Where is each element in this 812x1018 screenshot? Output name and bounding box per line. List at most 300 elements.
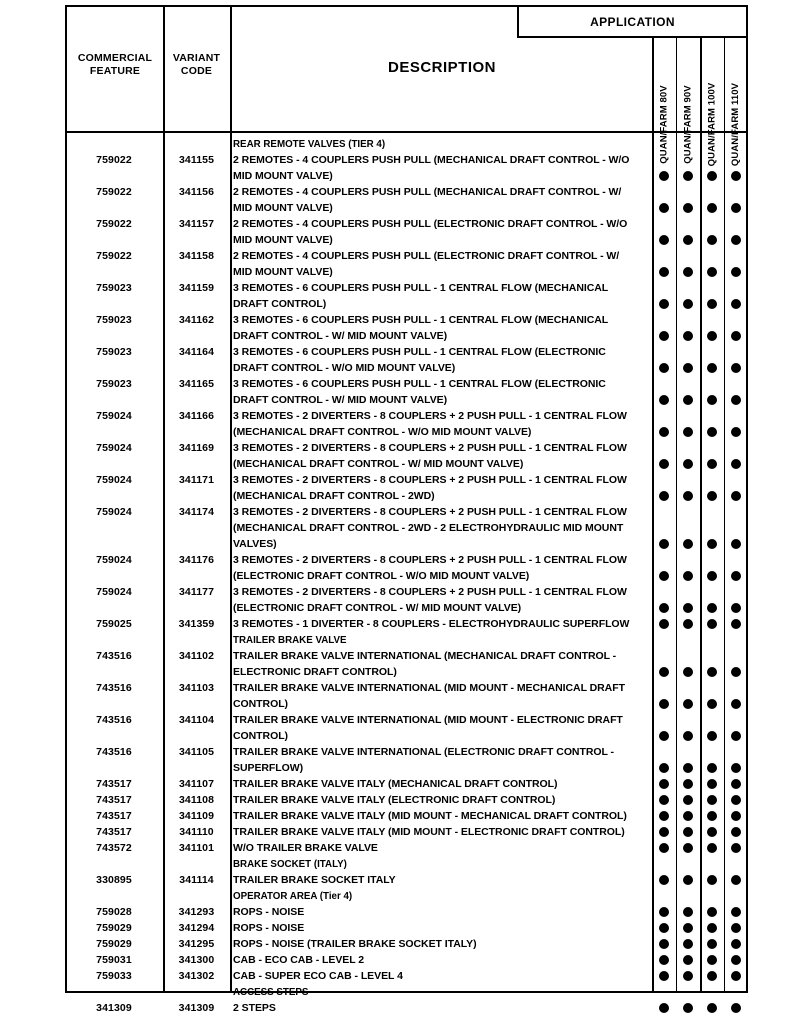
- table-row: [65, 474, 748, 506]
- application-marks: [652, 1003, 748, 1015]
- description-cell-line: DRAFT CONTROL - W/O MID MOUNT VALVE): [233, 362, 456, 374]
- application-marks: [652, 459, 748, 471]
- application-mark-dot: [731, 955, 741, 965]
- application-marks: [652, 267, 748, 279]
- table-row: [65, 442, 748, 474]
- variant-code-cell: 341309: [178, 1002, 215, 1014]
- application-marks: [652, 811, 748, 823]
- application-marks: [652, 699, 748, 711]
- application-mark-dot: [707, 267, 717, 277]
- application-mark-dot: [683, 971, 693, 981]
- application-mark-dot: [683, 667, 693, 677]
- application-mark-dot: [731, 779, 741, 789]
- application-mark-dot: [707, 907, 717, 917]
- application-mark-dot: [683, 875, 693, 885]
- application-mark-dot: [731, 827, 741, 837]
- variant-code-cell: 341157: [178, 218, 215, 230]
- application-mark-dot: [707, 939, 717, 949]
- application-mark-dot: [707, 699, 717, 709]
- section-header-label: OPERATOR AREA (Tier 4): [233, 890, 353, 902]
- commercial-feature-cell: 759023: [96, 282, 132, 294]
- variant-code-cell: 341102: [178, 650, 215, 662]
- table-row: [65, 410, 748, 442]
- application-mark-dot: [683, 955, 693, 965]
- application-mark-dot: [731, 331, 741, 341]
- application-mark-dot: [707, 763, 717, 773]
- variant-code-cell: 341177: [178, 586, 215, 598]
- application-mark-dot: [683, 539, 693, 549]
- description-cell-line: ROPS - NOISE: [233, 922, 305, 934]
- variant-code-cell: 341114: [179, 874, 214, 886]
- description-cell-line: TRAILER BRAKE VALVE INTERNATIONAL (MID MOUNT - MECHANICAL DRAFT: [233, 682, 625, 694]
- application-mark-dot: [659, 171, 669, 181]
- description-cell-line: 3 REMOTES - 6 COUPLERS PUSH PULL - 1 CENTRAL FLOW (ELECTRONIC: [233, 346, 606, 358]
- application-mark-dot: [707, 235, 717, 245]
- table-row: [65, 618, 748, 634]
- application-marks: [652, 955, 748, 967]
- application-mark-dot: [683, 171, 693, 181]
- application-mark-dot: [659, 619, 669, 629]
- application-mark-dot: [659, 827, 669, 837]
- application-mark-dot: [731, 427, 741, 437]
- application-mark-dot: [683, 795, 693, 805]
- application-mark-dot: [707, 827, 717, 837]
- application-mark-dot: [659, 427, 669, 437]
- application-marks: [652, 603, 748, 615]
- variant-code-cell: 341169: [178, 442, 215, 454]
- application-mark-dot: [707, 843, 717, 853]
- column-header-variant-code: [165, 52, 228, 78]
- application-mark-dot: [707, 795, 717, 805]
- description-cell-line: MID MOUNT VALVE): [233, 266, 333, 278]
- description-cell-line: 2 STEPS: [233, 1002, 276, 1014]
- variant-code-cell: 341302: [178, 970, 215, 982]
- table-row: [65, 906, 748, 922]
- application-mark-dot: [707, 811, 717, 821]
- column-header-commercial-feature-line2: FEATURE: [89, 65, 141, 77]
- column-header-commercial-feature: [67, 52, 163, 78]
- application-mark-dot: [683, 779, 693, 789]
- table-row: [65, 746, 748, 778]
- application-mark-dot: [683, 427, 693, 437]
- application-mark-dot: [707, 539, 717, 549]
- commercial-feature-cell: 759028: [96, 906, 132, 918]
- description-cell-line: 3 REMOTES - 6 COUPLERS PUSH PULL - 1 CENTRAL FLOW (ELECTRONIC: [233, 378, 606, 390]
- application-mark-dot: [731, 667, 741, 677]
- application-mark-dot: [659, 811, 669, 821]
- table-row: [65, 778, 748, 794]
- application-mark-dot: [683, 203, 693, 213]
- variant-code-cell: 341293: [178, 906, 215, 918]
- description-cell-line: ELECTRONIC DRAFT CONTROL): [233, 666, 397, 678]
- column-header-description: DESCRIPTION: [387, 59, 496, 76]
- description-cell-line: 2 REMOTES - 4 COUPLERS PUSH PULL (ELECTRONIC DRAFT CONTROL - W/: [233, 250, 620, 262]
- variant-code-cell: 341300: [178, 954, 215, 966]
- description-cell-line: DRAFT CONTROL - W/ MID MOUNT VALVE): [233, 394, 448, 406]
- variant-code-cell: 341108: [178, 794, 215, 806]
- application-mark-dot: [731, 171, 741, 181]
- description-cell-line: 3 REMOTES - 2 DIVERTERS - 8 COUPLERS + 2 PUSH PULL - 1 CENTRAL FLOW: [233, 554, 627, 566]
- application-mark-dot: [707, 331, 717, 341]
- application-mark-dot: [659, 459, 669, 469]
- application-mark-dot: [683, 763, 693, 773]
- application-mark-dot: [731, 459, 741, 469]
- application-marks: [652, 923, 748, 935]
- description-cell-line: 2 REMOTES - 4 COUPLERS PUSH PULL (MECHANICAL DRAFT CONTROL - W/: [233, 186, 622, 198]
- application-mark-dot: [683, 459, 693, 469]
- variant-code-cell: 341101: [178, 842, 215, 854]
- application-mark-dot: [683, 299, 693, 309]
- application-mark-dot: [707, 571, 717, 581]
- application-mark-dot: [731, 1003, 741, 1013]
- description-cell-line: 3 REMOTES - 2 DIVERTERS - 8 COUPLERS + 2 PUSH PULL - 1 CENTRAL FLOW: [233, 506, 627, 518]
- application-marks: [652, 795, 748, 807]
- application-mark-dot: [659, 235, 669, 245]
- application-mark-dot: [659, 939, 669, 949]
- application-marks: [652, 203, 748, 215]
- application-marks: [652, 427, 748, 439]
- application-mark-dot: [683, 571, 693, 581]
- column-header-quan-farm-90v: QUAN/FARM 90V: [682, 85, 694, 164]
- variant-code-cell: 341176: [178, 554, 215, 566]
- application-mark-dot: [659, 795, 669, 805]
- column-header-commercial-feature-line1: COMMERCIAL: [77, 52, 153, 64]
- variant-code-cell: 341104: [178, 714, 215, 726]
- section-header-row: [65, 138, 748, 154]
- table-row: [65, 282, 748, 314]
- application-mark-dot: [731, 795, 741, 805]
- application-mark-dot: [659, 699, 669, 709]
- commercial-feature-cell: 743516: [96, 650, 132, 662]
- application-marks: [652, 939, 748, 951]
- description-cell-line: 2 REMOTES - 4 COUPLERS PUSH PULL (ELECTRONIC DRAFT CONTROL - W/O: [233, 218, 628, 230]
- application-mark-dot: [731, 971, 741, 981]
- application-mark-dot: [707, 427, 717, 437]
- variant-code-cell: 341165: [178, 378, 215, 390]
- application-mark-dot: [659, 763, 669, 773]
- application-mark-dot: [731, 491, 741, 501]
- application-marks: [652, 875, 748, 887]
- variant-code-cell: 341164: [178, 346, 215, 358]
- application-marks: [652, 571, 748, 583]
- commercial-feature-cell: 759025: [96, 618, 132, 630]
- application-mark-dot: [731, 363, 741, 373]
- table-row: [65, 250, 748, 282]
- section-header-row: [65, 858, 748, 874]
- application-mark-dot: [707, 395, 717, 405]
- variant-code-cell: 341110: [179, 826, 214, 838]
- variant-code-cell: 341159: [178, 282, 215, 294]
- description-cell-line: CONTROL): [233, 698, 289, 710]
- variant-code-cell: 341359: [178, 618, 215, 630]
- application-mark-dot: [683, 731, 693, 741]
- application-mark-dot: [659, 731, 669, 741]
- application-mark-dot: [683, 843, 693, 853]
- table-row: [65, 378, 748, 410]
- table-row: [65, 970, 748, 986]
- description-cell-line: TRAILER BRAKE SOCKET ITALY: [233, 874, 396, 886]
- commercial-feature-cell: 341309: [96, 1002, 132, 1014]
- description-cell-line: 3 REMOTES - 6 COUPLERS PUSH PULL - 1 CENTRAL FLOW (MECHANICAL: [233, 282, 609, 294]
- table-row: [65, 826, 748, 842]
- application-mark-dot: [683, 1003, 693, 1013]
- application-mark-dot: [707, 667, 717, 677]
- description-cell-line: (ELECTRONIC DRAFT CONTROL - W/O MID MOUNT VALVE): [233, 570, 530, 582]
- section-header-row: [65, 634, 748, 650]
- application-mark-dot: [659, 603, 669, 613]
- commercial-feature-cell: 759024: [96, 586, 132, 598]
- application-mark-dot: [659, 203, 669, 213]
- section-header-label: TRAILER BRAKE VALVE: [233, 634, 347, 646]
- description-cell-line: (ELECTRONIC DRAFT CONTROL - W/ MID MOUNT VALVE): [233, 602, 522, 614]
- application-mark-dot: [707, 955, 717, 965]
- application-mark-dot: [659, 491, 669, 501]
- section-header-row: [65, 890, 748, 906]
- application-mark-dot: [659, 571, 669, 581]
- application-mark-dot: [707, 875, 717, 885]
- application-marks: [652, 235, 748, 247]
- description-cell-line: SUPERFLOW): [233, 762, 304, 774]
- description-cell-line: ROPS - NOISE (TRAILER BRAKE SOCKET ITALY): [233, 938, 477, 950]
- application-mark-dot: [731, 267, 741, 277]
- commercial-feature-cell: 759024: [96, 506, 132, 518]
- application-marks: [652, 667, 748, 679]
- commercial-feature-cell: 759024: [96, 554, 132, 566]
- table-row: [65, 554, 748, 586]
- commercial-feature-cell: 759022: [96, 186, 132, 198]
- application-mark-dot: [659, 955, 669, 965]
- variant-code-cell: 341162: [178, 314, 215, 326]
- application-mark-dot: [731, 939, 741, 949]
- column-header-variant-code-line2: CODE: [180, 65, 213, 77]
- column-header-quan-farm-110v: QUAN/FARM 110V: [730, 82, 742, 167]
- application-mark-dot: [707, 971, 717, 981]
- commercial-feature-cell: 743572: [96, 842, 132, 854]
- table-row: [65, 586, 748, 618]
- commercial-feature-cell: 759024: [96, 474, 132, 486]
- commercial-feature-cell: 743516: [96, 682, 132, 694]
- commercial-feature-cell: 743517: [96, 794, 132, 806]
- application-mark-dot: [707, 171, 717, 181]
- application-mark-dot: [707, 1003, 717, 1013]
- description-cell-line: (MECHANICAL DRAFT CONTROL - W/ MID MOUNT VALVE): [233, 458, 524, 470]
- commercial-feature-cell: 743516: [96, 714, 132, 726]
- application-mark-dot: [683, 907, 693, 917]
- variant-code-cell: 341295: [178, 938, 215, 950]
- application-marks: [652, 619, 748, 631]
- commercial-feature-cell: 743517: [96, 778, 132, 790]
- description-cell-line: DRAFT CONTROL): [233, 298, 327, 310]
- table-row: [65, 186, 748, 218]
- application-mark-dot: [659, 923, 669, 933]
- application-mark-dot: [659, 779, 669, 789]
- application-mark-dot: [659, 267, 669, 277]
- application-mark-dot: [731, 571, 741, 581]
- application-mark-dot: [659, 875, 669, 885]
- commercial-feature-cell: 759022: [96, 218, 132, 230]
- description-cell-line: MID MOUNT VALVE): [233, 202, 333, 214]
- application-mark-dot: [731, 619, 741, 629]
- description-cell-line: (MECHANICAL DRAFT CONTROL - 2WD - 2 ELECTROHYDRAULIC MID MOUNT: [233, 522, 624, 534]
- commercial-feature-cell: 759023: [96, 314, 132, 326]
- table-row: [65, 842, 748, 858]
- application-mark-dot: [659, 1003, 669, 1013]
- description-cell-line: (MECHANICAL DRAFT CONTROL - W/O MID MOUNT VALVE): [233, 426, 532, 438]
- column-header-variant-code-line1: VARIANT: [172, 52, 221, 64]
- table-row: [65, 714, 748, 746]
- section-header-label: BRAKE SOCKET (ITALY): [233, 858, 347, 870]
- description-cell-line: 3 REMOTES - 6 COUPLERS PUSH PULL - 1 CENTRAL FLOW (MECHANICAL: [233, 314, 609, 326]
- commercial-feature-cell: 743517: [96, 826, 132, 838]
- application-mark-dot: [683, 619, 693, 629]
- description-cell-line: W/O TRAILER BRAKE VALVE: [233, 842, 378, 854]
- application-mark-dot: [659, 843, 669, 853]
- application-mark-dot: [731, 875, 741, 885]
- commercial-feature-cell: 759031: [96, 954, 132, 966]
- application-mark-dot: [707, 779, 717, 789]
- application-mark-dot: [683, 363, 693, 373]
- description-cell-line: TRAILER BRAKE VALVE ITALY (MID MOUNT - ELECTRONIC DRAFT CONTROL): [233, 826, 625, 838]
- application-marks: [652, 763, 748, 775]
- application-mark-dot: [731, 907, 741, 917]
- commercial-feature-cell: 759024: [96, 410, 132, 422]
- description-cell-line: MID MOUNT VALVE): [233, 170, 333, 182]
- application-marks: [652, 539, 748, 551]
- description-cell-line: TRAILER BRAKE VALVE INTERNATIONAL (MID MOUNT - ELECTRONIC DRAFT: [233, 714, 623, 726]
- description-cell-line: ROPS - NOISE: [233, 906, 305, 918]
- description-cell-line: CONTROL): [233, 730, 289, 742]
- commercial-feature-cell: 330895: [96, 874, 132, 886]
- description-cell-line: TRAILER BRAKE VALVE ITALY (ELECTRONIC DRAFT CONTROL): [233, 794, 556, 806]
- application-mark-dot: [659, 667, 669, 677]
- table-row: [65, 922, 748, 938]
- application-mark-dot: [683, 331, 693, 341]
- application-mark-dot: [683, 395, 693, 405]
- variant-code-cell: 341294: [178, 922, 215, 934]
- description-cell-line: TRAILER BRAKE VALVE INTERNATIONAL (MECHANICAL DRAFT CONTROL -: [233, 650, 617, 662]
- application-marks: [652, 299, 748, 311]
- application-mark-dot: [707, 619, 717, 629]
- application-mark-dot: [707, 603, 717, 613]
- description-cell-line: 3 REMOTES - 2 DIVERTERS - 8 COUPLERS + 2 PUSH PULL - 1 CENTRAL FLOW: [233, 442, 627, 454]
- application-mark-dot: [707, 203, 717, 213]
- description-cell-line: TRAILER BRAKE VALVE ITALY (MECHANICAL DRAFT CONTROL): [233, 778, 558, 790]
- description-cell-line: (MECHANICAL DRAFT CONTROL - 2WD): [233, 490, 435, 502]
- application-mark-dot: [731, 395, 741, 405]
- description-cell-line: 3 REMOTES - 2 DIVERTERS - 8 COUPLERS + 2 PUSH PULL - 1 CENTRAL FLOW: [233, 474, 627, 486]
- table-row: [65, 794, 748, 810]
- table-row: [65, 218, 748, 250]
- application-marks: [652, 491, 748, 503]
- application-mark-dot: [659, 363, 669, 373]
- commercial-feature-cell: 759029: [96, 938, 132, 950]
- table-row: [65, 874, 748, 890]
- table-row: [65, 938, 748, 954]
- commercial-feature-cell: 743516: [96, 746, 132, 758]
- application-mark-dot: [659, 539, 669, 549]
- application-mark-dot: [659, 299, 669, 309]
- table-row: [65, 506, 748, 554]
- variant-code-cell: 341155: [178, 154, 215, 166]
- commercial-feature-cell: 759033: [96, 970, 132, 982]
- application-marks: [652, 395, 748, 407]
- application-mark-dot: [683, 827, 693, 837]
- description-cell-line: CAB - SUPER ECO CAB - LEVEL 4: [233, 970, 403, 982]
- application-mark-dot: [707, 491, 717, 501]
- description-cell-line: 3 REMOTES - 2 DIVERTERS - 8 COUPLERS + 2 PUSH PULL - 1 CENTRAL FLOW: [233, 410, 627, 422]
- table-row: [65, 154, 748, 186]
- description-cell-line: TRAILER BRAKE VALVE INTERNATIONAL (ELECTRONIC DRAFT CONTROL -: [233, 746, 614, 758]
- description-cell-line: 3 REMOTES - 1 DIVERTER - 8 COUPLERS - ELECTROHYDRAULIC SUPERFLOW: [233, 618, 630, 630]
- description-cell-line: 3 REMOTES - 2 DIVERTERS - 8 COUPLERS + 2 PUSH PULL - 1 CENTRAL FLOW: [233, 586, 627, 598]
- spec-table-body: [65, 133, 748, 1014]
- variant-code-cell: 341103: [178, 682, 215, 694]
- variant-code-cell: 341156: [178, 186, 215, 198]
- variant-code-cell: 341109: [178, 810, 215, 822]
- column-header-quan-farm-100v: QUAN/FARM 100V: [706, 82, 718, 167]
- application-mark-dot: [731, 923, 741, 933]
- commercial-feature-cell: 759022: [96, 250, 132, 262]
- commercial-feature-cell: 743517: [96, 810, 132, 822]
- application-mark-dot: [659, 331, 669, 341]
- application-mark-dot: [731, 811, 741, 821]
- commercial-feature-cell: 759022: [96, 154, 132, 166]
- table-row: [65, 1002, 748, 1018]
- application-mark-dot: [707, 363, 717, 373]
- application-marks: [652, 779, 748, 791]
- application-mark-dot: [683, 699, 693, 709]
- application-mark-dot: [731, 731, 741, 741]
- description-cell-line: VALVES): [233, 538, 277, 550]
- description-cell-line: DRAFT CONTROL - W/ MID MOUNT VALVE): [233, 330, 448, 342]
- section-header-label: REAR REMOTE VALVES (TIER 4): [233, 138, 386, 150]
- variant-code-cell: 341174: [178, 506, 215, 518]
- application-mark-dot: [707, 731, 717, 741]
- table-row: [65, 682, 748, 714]
- application-mark-dot: [683, 923, 693, 933]
- application-mark-dot: [707, 923, 717, 933]
- application-mark-dot: [683, 235, 693, 245]
- application-mark-dot: [683, 491, 693, 501]
- application-mark-dot: [707, 459, 717, 469]
- section-header-label: ACCESS STEPS: [233, 986, 309, 998]
- application-header-label: APPLICATION: [590, 14, 675, 29]
- description-cell-line: CAB - ECO CAB - LEVEL 2: [233, 954, 365, 966]
- application-mark-dot: [731, 235, 741, 245]
- application-mark-dot: [659, 395, 669, 405]
- variant-code-cell: 341158: [178, 250, 215, 262]
- application-mark-dot: [659, 907, 669, 917]
- application-mark-dot: [659, 971, 669, 981]
- application-marks: [652, 971, 748, 983]
- table-row: [65, 954, 748, 970]
- description-cell-line: 2 REMOTES - 4 COUPLERS PUSH PULL (MECHANICAL DRAFT CONTROL - W/O: [233, 154, 630, 166]
- application-marks: [652, 331, 748, 343]
- application-marks: [652, 827, 748, 839]
- application-marks: [652, 363, 748, 375]
- application-marks: [652, 731, 748, 743]
- application-marks: [652, 907, 748, 919]
- application-mark-dot: [731, 203, 741, 213]
- description-cell-line: MID MOUNT VALVE): [233, 234, 333, 246]
- application-mark-dot: [683, 267, 693, 277]
- application-mark-dot: [731, 603, 741, 613]
- table-row: [65, 810, 748, 826]
- variant-code-cell: 341105: [178, 746, 215, 758]
- table-row: [65, 314, 748, 346]
- commercial-feature-cell: 759023: [96, 378, 132, 390]
- application-marks: [652, 843, 748, 855]
